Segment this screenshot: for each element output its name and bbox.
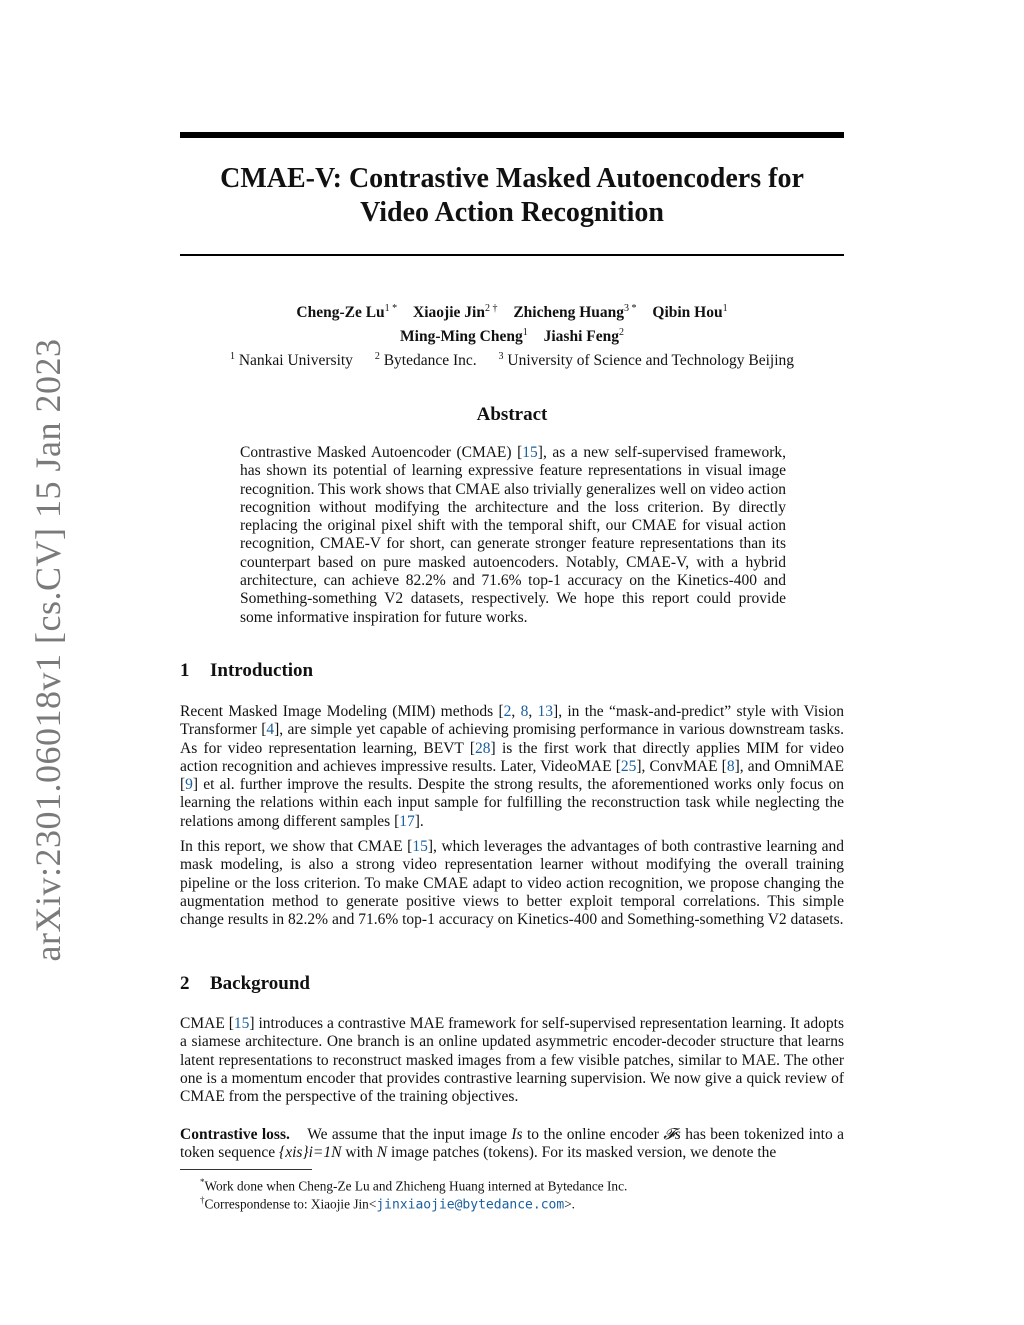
citation-link[interactable]: 15 [412, 838, 428, 855]
abstract-heading: Abstract [476, 404, 548, 425]
citation-link[interactable]: 9 [185, 776, 193, 794]
affiliation: $^2$ Bytedance Inc. [374, 351, 477, 370]
arxiv-identifier: arXiv:2301.06018v1 [cs.CV] 15 Jan 2023 [28, 338, 68, 962]
citation-link[interactable]: 15 [233, 1015, 250, 1032]
author: Jiashi Feng$^2$ [543, 327, 624, 346]
author-row-2 [180, 323, 844, 347]
math-symbol: N [376, 1144, 388, 1162]
citation-link[interactable]: 13 [537, 703, 554, 720]
paper-title [180, 162, 844, 230]
citation-link[interactable]: 28 [475, 739, 491, 757]
intro-paragraph-2: In this report, we show that CMAE [15], which leverages the advantages of both contrastive learning and mask modeling, is also a strong video representation learner without modifying the overall training pipeline or the loss criterion. To make CMAE adapt to video action recognition, we propose changing the augmentation method to generate positive views to better exploit temporal correlations. This simple change results in 82.2% and 71.6% top-1 accuracy on Kinetics-400 and Something-something V2 datasets. [180, 838, 844, 929]
citation-link[interactable]: 2 [503, 703, 512, 720]
title-top-rule [180, 132, 844, 138]
abstract-body: Contrastive Masked Autoencoder (CMAE) [15], as a new self-supervised framework, has shown its potential of learning expressive feature representations in visual image recognition. This work shows that CMAE also trivially generalizes well on video action recognition without modifying the architecture and the loss criterion. By directly replacing the original pixel shift with the temporal shift, our CMAE for visual action recognition, CMAE-V for short, can generate stronger feature representations than its counterpart based on pure masked autoencoders. Notably, CMAE-V, with a hybrid architecture, can achieve 82.2% and 71.6% top-1 accuracy on the Kinetics-400 and Something-something V2 datasets, respectively. We hope this report could provide some informative inspiration for future works. [240, 444, 786, 626]
author-row-1 [180, 299, 844, 323]
affiliation: $^1$ Nankai University [229, 351, 353, 370]
math-symbol: Is [511, 1126, 523, 1143]
author: Qibin Hou$^1$ [652, 303, 728, 322]
citation-link[interactable]: 8 [726, 757, 735, 775]
citation-link[interactable]: 25 [620, 757, 637, 775]
section-heading-background: 2 Background [180, 973, 310, 994]
citation-link[interactable]: 17 [399, 812, 415, 830]
author: Zhicheng Huang$^{3 *}$ [513, 303, 637, 322]
author: Xiaojie Jin$^{2 \dagger}$ [413, 303, 498, 322]
affiliation-row [180, 347, 844, 371]
section-heading-introduction: 1 Introduction [180, 660, 314, 681]
author: Cheng-Ze $Lu^{1 *}$ [296, 303, 398, 322]
paragraph-lead: Contrastive loss. [180, 1126, 290, 1143]
author-block [180, 299, 844, 371]
title-line-1: CMAE-V: Contrastive Masked Autoencoders for [220, 163, 804, 194]
background-paragraph-2: Contrastive loss. We assume that the input image Is to the online encoder 𝓕s has been tokenized into a token sequence {xis}i=1N with N image patches (tokens). For its masked version, we denote the [180, 1126, 844, 1162]
citation-link[interactable]: 8 [520, 703, 529, 720]
footnote-1: *Work done when Cheng-Ze Lu and Zhicheng Huang interned at Bytedance Inc. [200, 1177, 628, 1194]
affiliation: $^3$ University of Science and Technology Beijing [498, 351, 795, 370]
citation-link[interactable]: 4 [266, 721, 275, 739]
author: Ming-Ming Cheng$^1$ [400, 327, 528, 346]
title-bottom-rule [180, 254, 844, 256]
title-line-2: Video Action Recognition [360, 197, 664, 228]
math-symbol: 𝓕s [663, 1126, 681, 1143]
footnote-2: †Correspondense to: Xiaojie Jin<jinxiaojie@bytedance.com>. [200, 1195, 576, 1213]
footnote-rule [180, 1169, 312, 1170]
intro-paragraph-1: Recent Masked Image Modeling (MIM) methods [2, 8, 13], in the “mask-and-predict” style with Vision Transformer [4], are simple yet capable of achieving promising performance in various downstream tasks. As for video representation learning, BEVT [28] is the first work that directly applies MIM for video action recognition and achieves impressive results. Later, VideoMAE [25], ConvMAE [8], and OmniMAE [9] et al. further improve the results. Despite the strong results, the aforementioned works only focus on learning the relations within each input sample for fulfilling the reconstruction task while neglecting the relations among different samples [17]. [180, 703, 845, 830]
math-symbol: {xis}i=1N [279, 1144, 342, 1162]
background-paragraph-1: CMAE [15] introduces a contrastive MAE framework for self-supervised representation learning. It adopts a siamese architecture. One branch is an online updated asymmetric encoder-decoder structure that learns latent representations to reconstruct masked images from a few visible patches, similar to MAE. The other one is a momentum encoder that provides contrastive learning supervision. We now give a quick review of CMAE from the perspective of the training objectives. [180, 1015, 844, 1106]
email-link[interactable]: jinxiaojie@bytedance.com [376, 1197, 565, 1213]
citation-link[interactable]: 15 [522, 444, 538, 461]
